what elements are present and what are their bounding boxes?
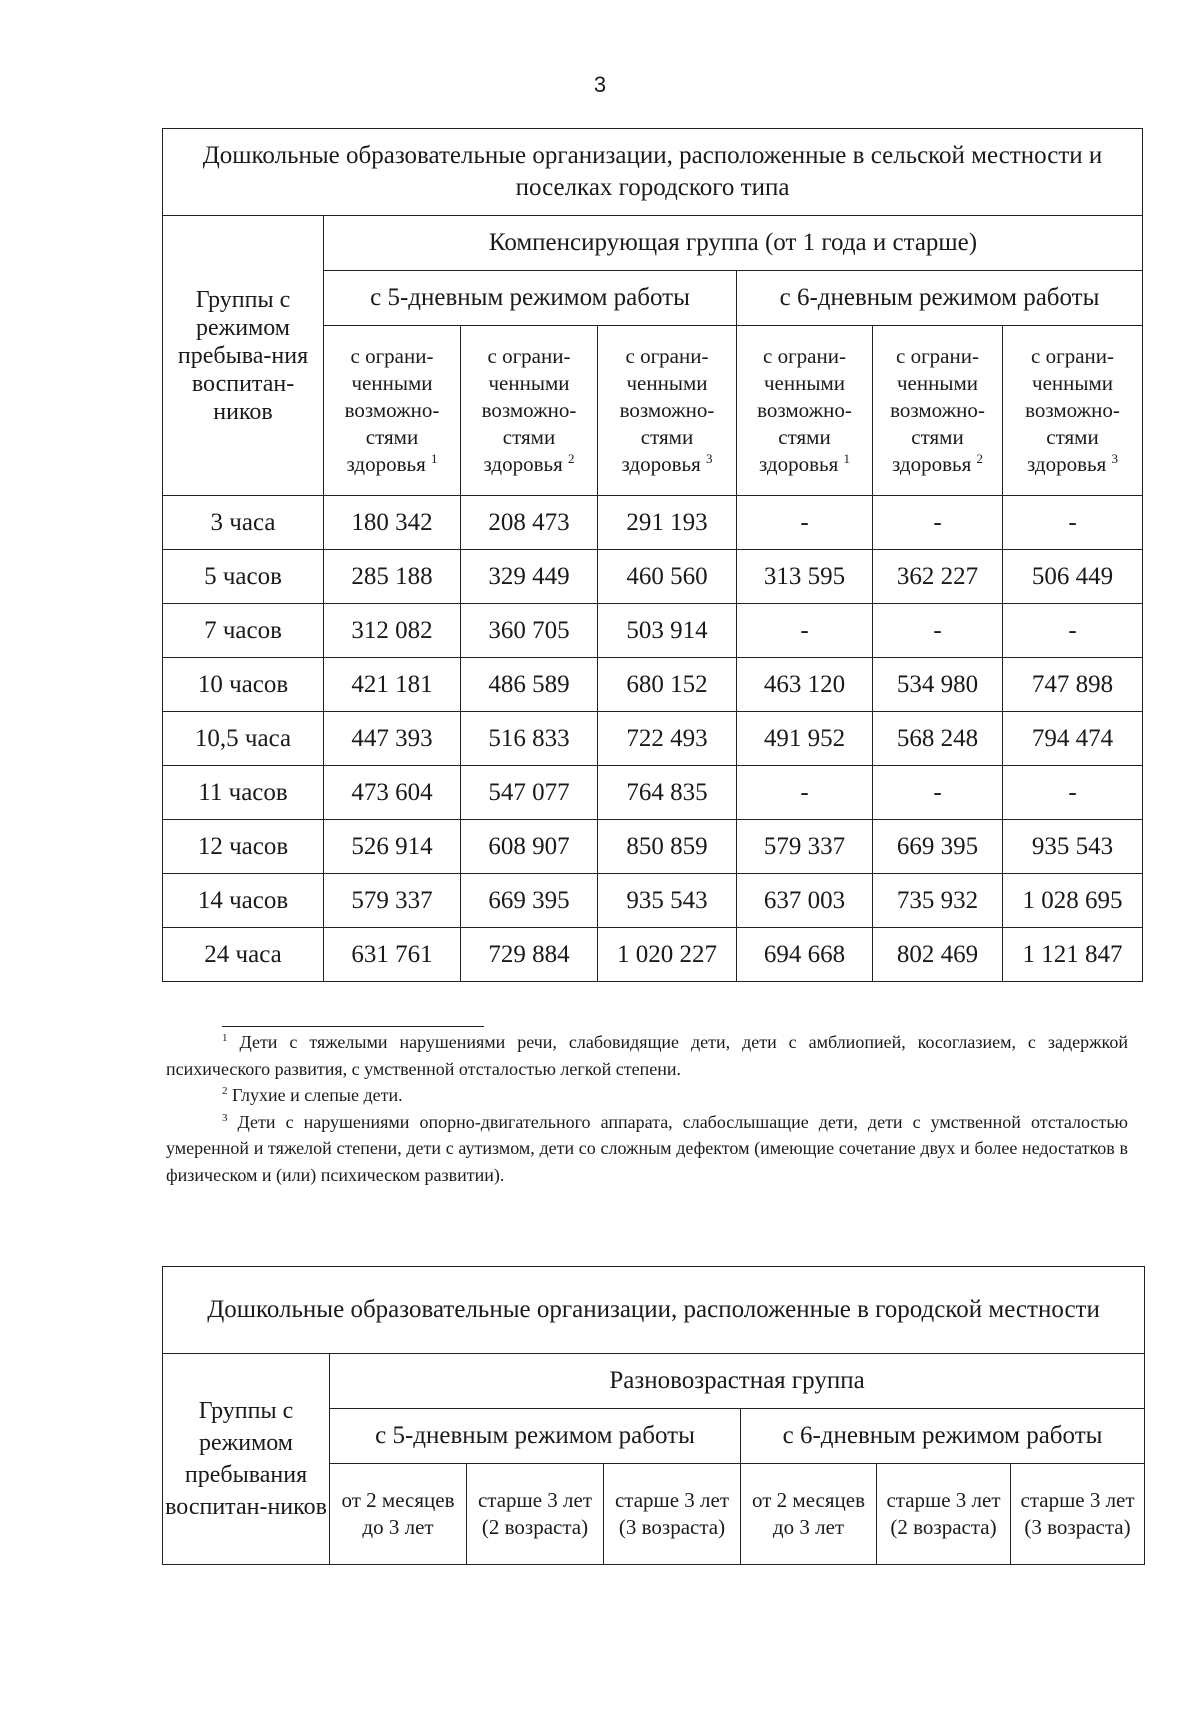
table-title: Дошкольные образовательные организации, расположенные в городской местности [163, 1267, 1145, 1354]
group-header: Компенсирующая группа (от 1 года и старше) [324, 216, 1143, 271]
row-label: 11 часов [163, 766, 324, 820]
six-day-mode-header: с 6-дневным режимом работы [741, 1409, 1145, 1464]
subheader-cell: старше 3 лет (2 возраста) [467, 1464, 604, 1565]
table-row [163, 658, 1143, 712]
value-cell: 694 668 [737, 928, 873, 982]
subheader-cell: от 2 месяцев до 3 лет [741, 1464, 877, 1565]
page-number: 3 [593, 72, 607, 97]
value-cell: 463 120 [737, 658, 873, 712]
footnote-separator [222, 1026, 484, 1027]
six-day-mode-header: с 6-дневным режимом работы [737, 271, 1143, 326]
subheader-cell: с ограни-ченными возможно-стями здоровья $^3$ [598, 326, 737, 496]
value-cell: 568 248 [873, 712, 1003, 766]
value-cell: 729 884 [461, 928, 598, 982]
value-cell: 735 932 [873, 874, 1003, 928]
footnote-3: $^3$ Дети с нарушениями опорно-двигательного аппарата, слабослышащие дети, дети с умственной отсталостью умеренной и тяжелой степени, дети с аутизмом, дети со сложным дефектом (имеющие сочетание двух и более недостатков в физическом и (или) психическом развитии). [166, 1111, 1128, 1185]
table-row [163, 820, 1143, 874]
group-header: Разновозрастная группа [330, 1354, 1145, 1409]
footnote-mark: 2 [976, 451, 983, 466]
footnote-mark: 2 [568, 451, 575, 466]
subheader-cell: старше 3 лет (3 возраста) [1011, 1464, 1145, 1565]
value-cell: 285 188 [324, 550, 461, 604]
row-label: 5 часов [163, 550, 324, 604]
value-cell: 802 469 [873, 928, 1003, 982]
subheader-cell: с ограни-ченными возможно-стями здоровья $^1$ [324, 326, 461, 496]
five-day-mode-header: с 5-дневным режимом работы [330, 1409, 741, 1464]
row-header-label: Группы с режимом пребыва-ния воспитан-ников [163, 216, 324, 496]
value-cell: 764 835 [598, 766, 737, 820]
urban-mixed-age-group-table [162, 1266, 1145, 1565]
value-cell: 935 543 [598, 874, 737, 928]
value-cell: 208 473 [461, 496, 598, 550]
value-cell: - [737, 496, 873, 550]
subheader-cell: старше 3 лет (2 возраста) [877, 1464, 1011, 1565]
value-cell: - [1003, 604, 1143, 658]
value-cell: 579 337 [737, 820, 873, 874]
subheader-cell: старше 3 лет (3 возраста) [604, 1464, 741, 1565]
table-row [163, 766, 1143, 820]
value-cell: 747 898 [1003, 658, 1143, 712]
subheader-cell: с ограни-ченными возможно-стями здоровья $^2$ [461, 326, 598, 496]
row-label: 3 часа [163, 496, 324, 550]
value-cell: 631 761 [324, 928, 461, 982]
subheader-cell: с ограни-ченными возможно-стями здоровья $^2$ [873, 326, 1003, 496]
value-cell: 362 227 [873, 550, 1003, 604]
value-cell: 291 193 [598, 496, 737, 550]
value-cell: 180 342 [324, 496, 461, 550]
value-cell: 329 449 [461, 550, 598, 604]
value-cell: - [873, 604, 1003, 658]
value-cell: 503 914 [598, 604, 737, 658]
value-cell: 794 474 [1003, 712, 1143, 766]
value-cell: 460 560 [598, 550, 737, 604]
subheader-cell: от 2 месяцев до 3 лет [330, 1464, 467, 1565]
row-label: 7 часов [163, 604, 324, 658]
value-cell: 1 020 227 [598, 928, 737, 982]
value-cell: 1 121 847 [1003, 928, 1143, 982]
value-cell: - [737, 604, 873, 658]
table-row [163, 712, 1143, 766]
row-label: 24 часа [163, 928, 324, 982]
subheader-cell: с ограни-ченными возможно-стями здоровья $^1$ [737, 326, 873, 496]
value-cell: 608 907 [461, 820, 598, 874]
value-cell: 486 589 [461, 658, 598, 712]
value-cell: 637 003 [737, 874, 873, 928]
value-cell: 722 493 [598, 712, 737, 766]
table-row [163, 604, 1143, 658]
footnote-mark: 3 [1111, 451, 1119, 466]
table-row [163, 928, 1143, 982]
row-label: 12 часов [163, 820, 324, 874]
footnote-mark: 1 [431, 451, 438, 466]
value-cell: 579 337 [324, 874, 461, 928]
table-title: Дошкольные образовательные организации, расположенные в сельской местности и поселках городского типа [163, 129, 1143, 216]
footnote-mark: 3 [706, 451, 713, 466]
value-cell: 547 077 [461, 766, 598, 820]
footnote-2: $^2$ Глухие и слепые дети. [222, 1085, 403, 1105]
rural-compensating-group-table [162, 128, 1143, 982]
value-cell: - [1003, 766, 1143, 820]
value-cell: 669 395 [873, 820, 1003, 874]
value-cell: 491 952 [737, 712, 873, 766]
value-cell: 534 980 [873, 658, 1003, 712]
row-label: 10 часов [163, 658, 324, 712]
value-cell: 526 914 [324, 820, 461, 874]
table-row [163, 496, 1143, 550]
table-row [163, 550, 1143, 604]
row-label: 14 часов [163, 874, 324, 928]
value-cell: 473 604 [324, 766, 461, 820]
value-cell: 935 543 [1003, 820, 1143, 874]
footnote-mark: 1 [843, 451, 850, 466]
row-label: 10,5 часа [163, 712, 324, 766]
subheader-cell: с ограни-ченными возможно-стями здоровья $^3$ [1003, 326, 1143, 496]
value-cell: 312 082 [324, 604, 461, 658]
value-cell: 421 181 [324, 658, 461, 712]
footnote-1: $^1$ Дети с тяжелыми нарушениями речи, слабовидящие дети, дети с амблиопией, косоглазием, с задержкой психического развития, с умственной отсталостью легкой степени. [166, 1032, 1129, 1079]
value-cell: 669 395 [461, 874, 598, 928]
five-day-mode-header: с 5-дневным режимом работы [324, 271, 737, 326]
value-cell: 360 705 [461, 604, 598, 658]
value-cell: 680 152 [598, 658, 737, 712]
value-cell: 1 028 695 [1003, 874, 1143, 928]
value-cell: - [737, 766, 873, 820]
value-cell: 516 833 [461, 712, 598, 766]
table-row [163, 874, 1143, 928]
value-cell: - [1003, 496, 1143, 550]
value-cell: 447 393 [324, 712, 461, 766]
value-cell: 850 859 [598, 820, 737, 874]
footnotes [166, 1026, 1128, 1188]
value-cell: - [873, 766, 1003, 820]
value-cell: 313 595 [737, 550, 873, 604]
value-cell: - [873, 496, 1003, 550]
value-cell: 506 449 [1003, 550, 1143, 604]
row-header-label: Группы с режимом пребывания воспитан-ников [163, 1354, 330, 1565]
